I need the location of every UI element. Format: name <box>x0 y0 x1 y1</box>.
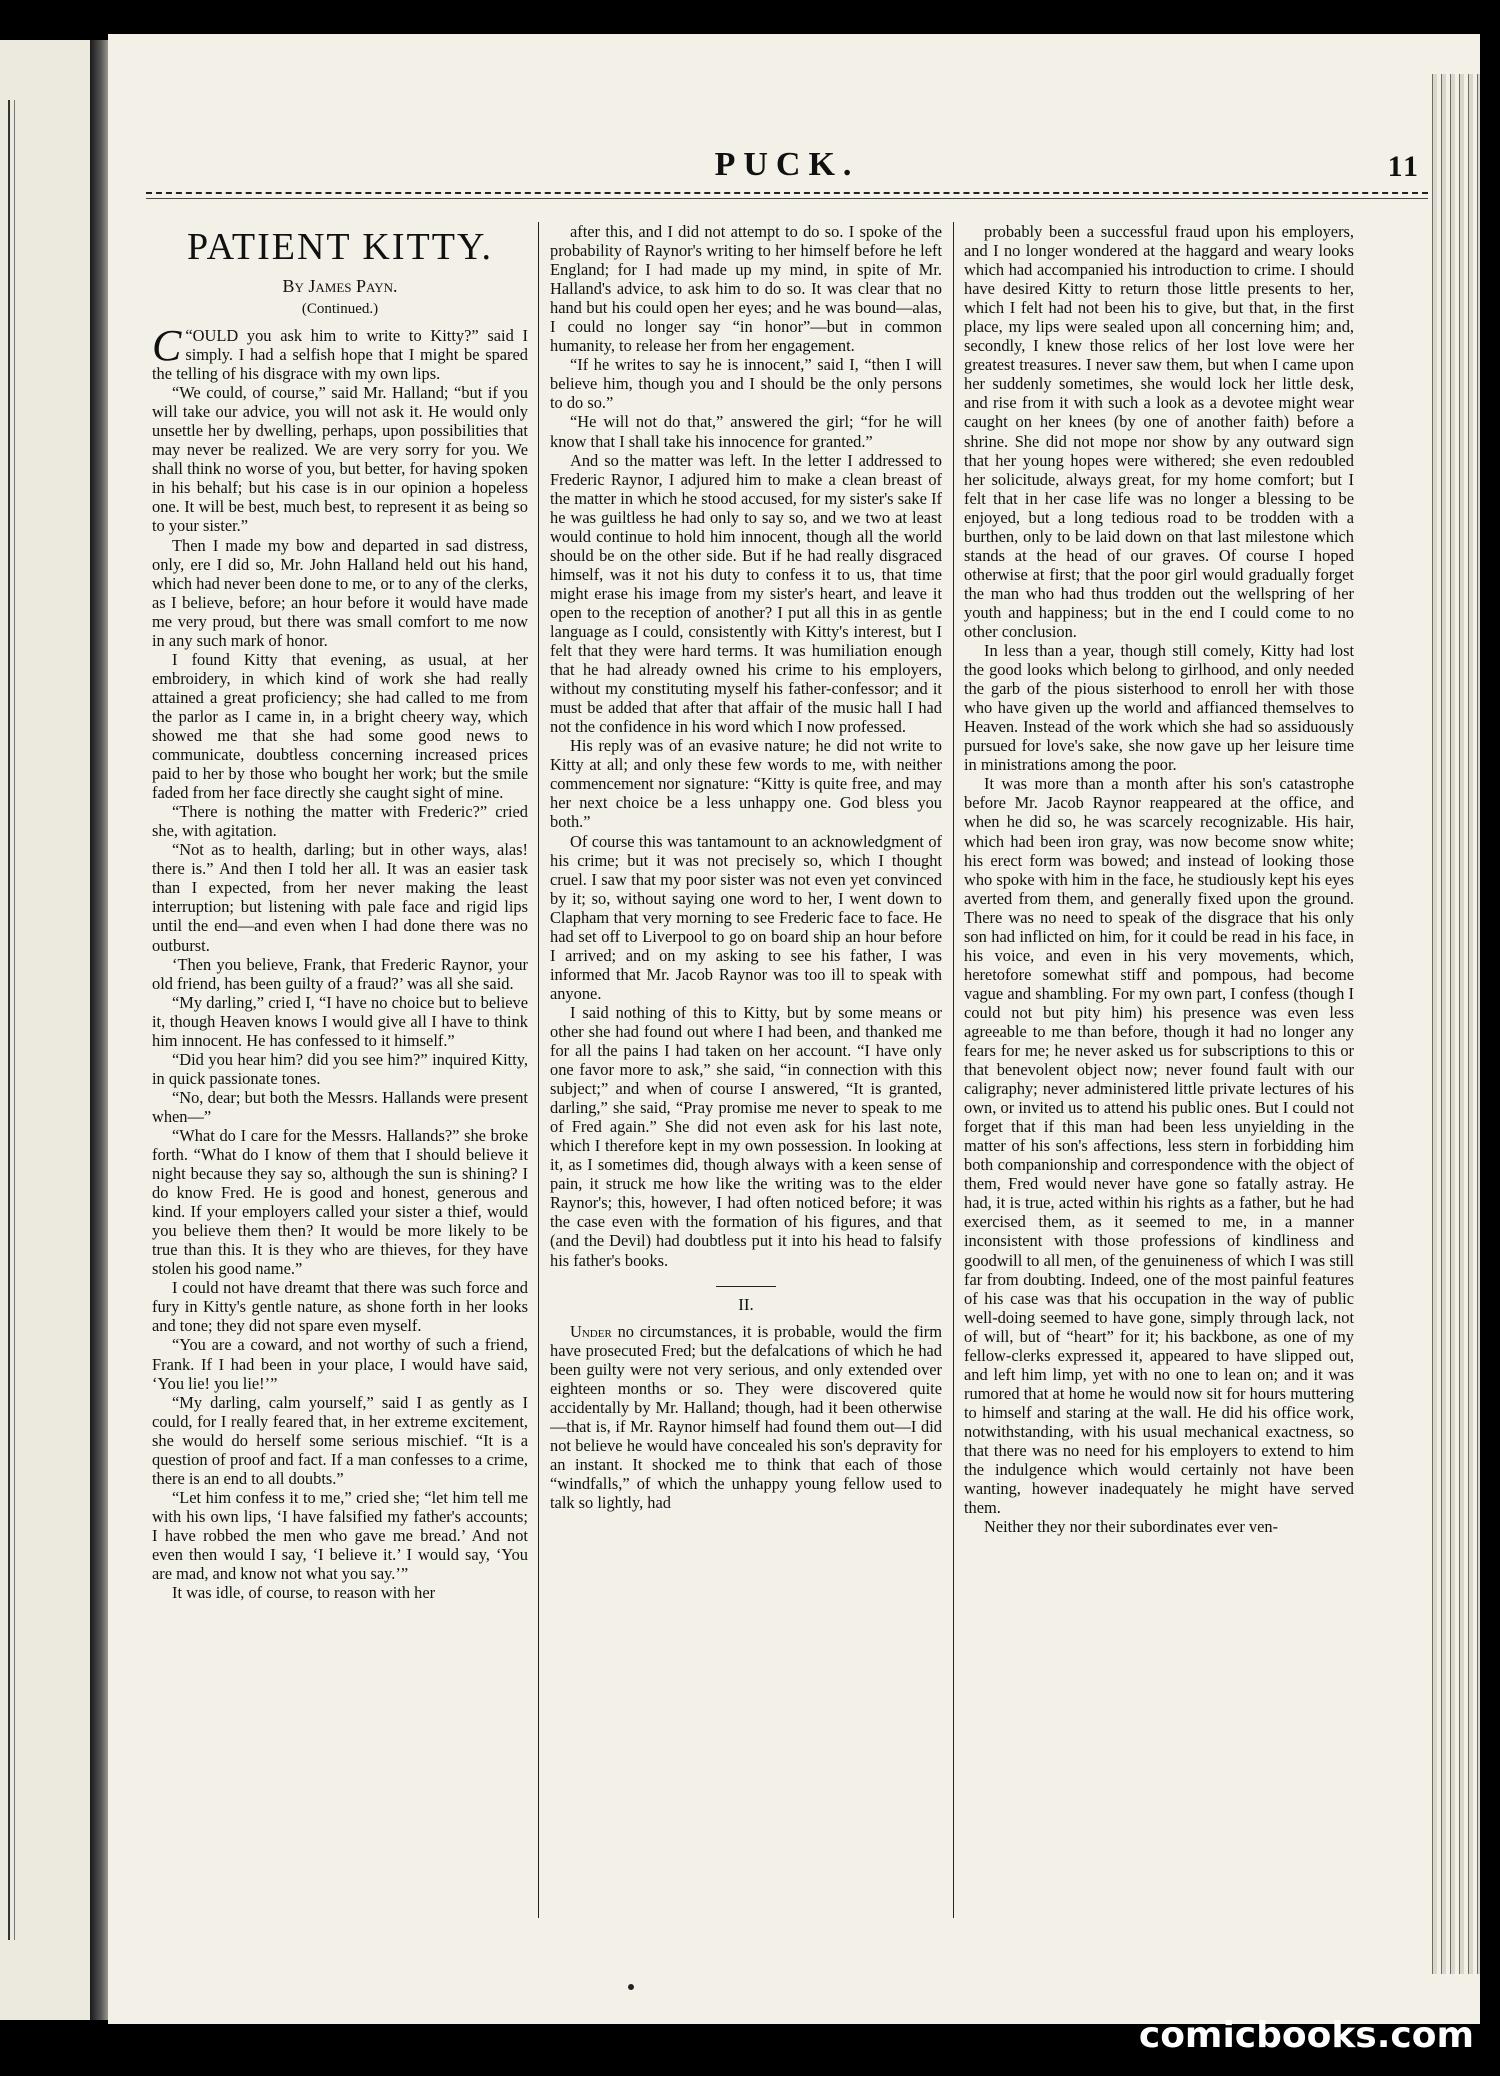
header-rule-thin <box>146 198 1428 199</box>
paragraph: In less than a year, though still comely, Kitty had lost the good looks which belong to girlhood, and only needed the garb of the pious sisterhood to enroll her with those who have given up the world and affianced themselves to Heaven. Instead of the work which she had so assiduously pursued for love's sake, she now gave up her leisure time in ministrations among the poor. <box>964 641 1354 775</box>
print-speck <box>628 1984 634 1990</box>
opening-quote: “ <box>185 326 193 345</box>
header-rule <box>146 192 1428 194</box>
article-byline: By James Payn. <box>282 276 398 296</box>
paragraph: “Let him confess it to me,” cried she; “let him tell me with his own lips, ‘I have falsified my father's accounts; I have robbed the men who gave me bread.’ And not even then would I say, ‘I believe it.’ I would say, ‘You are mad, and know not what you say.’” <box>152 1487 528 1584</box>
page-stack-edge <box>1428 74 1480 1974</box>
column-3 <box>964 222 1354 1922</box>
section-text: no circumstances, it is probable, would the firm have prosecuted Fred; but the defalcations of which he had been guilty were not very serious, and only extended over eighteen months or so. They were discovered quite accidentally by Mr. Halland; though, had it been otherwise—that is, if Mr. Raynor himself had found them out—I did not believe he would have concealed his son's depravity for an instant. It shocked me to think that each of those “windfalls,” of which the unhappy young fellow used to talk so lightly, had <box>550 1321 942 1513</box>
book-gutter <box>90 40 108 2020</box>
paragraph: “What do I care for the Messrs. Hallands?” she broke forth. “What do I know of them that I should believe it night because they say so, although the sun is shining? I do know Fred. He is good and honest, generous and kind. If your employers called your sister a thief, would you believe them then? It would be more likely to be true than this. It is they who are thieves, for they have stolen his good name.” <box>152 1125 528 1279</box>
paragraph: probably been a successful fraud upon his employers, and I no longer wondered at the haggard and weary looks which had accompanied his introduction to crime. I should have desired Kitty to return those little presents to her, which I felt had not been his to give, but that, in the first place, my lips were sealed upon all concerning him; and, secondly, I knew those relics of her lost love were her greatest treasures. I never saw them, but when I came upon her suddenly sometimes, she would lock her little desk, and rise from it with such a look as a devotee might wear caught on her knees (by one of another faith) before a shrine. She did not mope nor show by any outward sign that her young hopes were withered; she even redoubled her solicitude, always great, for my home comfort; but I felt that in her case life was no longer a blessing to be enjoyed, but a long tedious road to be trodden with a burthen, only to be laid down on that last milestone which stands at the head of our graves. Of course I hoped otherwise at first; that the poor girl would gradually forget the man who had thus trodden out the wellspring of her youth and happiness; but in the end I could come to no other conclusion. <box>964 222 1354 641</box>
paragraph: It was more than a month after his son's catastrophe before Mr. Jacob Raynor reappeared at the office, and when he did so, he was scarcely recognizable. His hair, which had been iron gray, was now become snow white; his erect form was bowed; and instead of looking those who spoke with him in the face, he studiously kept his eyes averted from them, and generally fixed upon the ground. There was no need to speak of the disgrace that his only son had inflicted on him, for it could be read in his face, in his voice, and even in his very movements, which, heretofore somewhat stiff and pompous, had become vague and shambling. For my own part, I confess (though I could not but pity him) his presence was even less agreeable to me than before, though it had no longer any fears for me; he never asked us for subscriptions to this or that benevolent object now; never found fault with our caligraphy; never administered little private lectures of his own, or invited us to attend his public ones. But I could not forget that if this man had been less unyielding in the matter of his son's affections, less stern in forbidding him both companionship and correspondence with the object of them, Fred would never have gone so fatally astray. He had, it is true, acted within his rights as a father, but he had exercised them, as it seemed to me, in a manner inconsistent with those professions of kindliness and goodwill to all men, of the genuineness of which I was still far from doubting. Indeed, one of the most painful features of his case was that his occupation in the way of public well-doing seemed to have gone, simply through lack, not of will, but of “heart” for it; his backbone, as one of my fellow-clerks expressed it, appeared to have slipped out, and left him limp, yet with no one to lean on; and it was rumored that at home he would now sit for hours muttering to himself and staring at the wall. He did his office work, notwithstanding, with his usual mechanical exactness, so that there was no need for his employers to extend to him the indulgence which would certainly not have been wanting, however inadequately he might have served them. <box>964 774 1354 1518</box>
paragraph: “You are a coward, and not worthy of such a friend, Frank. If I had been in your place, I would have said, ‘You lie! you lie!’” <box>152 1335 528 1393</box>
section-rule <box>716 1286 776 1287</box>
paragraph: “If he writes to say he is innocent,” said I, “then I will believe him, though you and I should be the only persons to do so.” <box>550 355 942 413</box>
column-2 <box>550 222 942 1922</box>
paragraph: “No, dear; but both the Messrs. Hallands were present when—” <box>152 1087 528 1126</box>
paragraph: “Not as to health, darling; but in other ways, alas! there is.” And then I told her all. It was an easier task than I expected, from her never making the least interruption; but listening with pale face and rigid lips until the end—and even when I had done there was no outburst. <box>152 840 528 955</box>
paragraph: “He will not do that,” answered the girl; “for he will know that I shall take his innocence for granted.” <box>550 412 942 451</box>
column-1 <box>152 222 528 1922</box>
opening-text: OULD you ask him to write to Kitty?” said I simply. I had a selfish hope that I might be spared the telling of his disgrace with my own lips. <box>152 326 528 384</box>
magazine-page <box>108 34 1480 2024</box>
page-header <box>146 146 1428 196</box>
column-divider <box>538 222 539 1918</box>
paragraph: “We could, of course,” said Mr. Halland; “but if you will take our advice, you will not ask it. He would only unsettle her by dwelling, perhaps, upon possibilities that may never be realized. We are very sorry for you. We shall think no worse of you, but better, for having spoken in his behalf; but his case is in our opinion a hopeless one. It will be best, much best, to represent it as being so to your sister.” <box>152 383 528 536</box>
paragraph: after this, and I did not attempt to do so. I spoke of the probability of Raynor's writing to her himself before he left England; for I had made up my mind, in spite of Mr. Halland's advice, to ask him to do so. It was clear that no hand but his could open her eyes; and he was bound—alas, I could no longer say “in honor”—but in common humanity, to release her from her engagement. <box>550 222 942 356</box>
section-paragraph <box>550 1322 942 1512</box>
section-first-word: Under <box>570 1321 612 1341</box>
adjacent-left-page <box>0 40 90 2020</box>
continued-note: (Continued.) <box>301 301 379 317</box>
paragraph: It was idle, of course, to reason with her <box>172 1583 436 1603</box>
masthead: PUCK. <box>714 146 860 183</box>
drop-cap: C <box>152 321 182 370</box>
paragraph: Then I made my bow and departed in sad distress, only, ere I did so, Mr. John Halland held out his hand, which had never been done to me, or to any of the clerks, as I believe, before; an hour before it would have made me very proud, but there was small comfort to me now in any such mark of honor. <box>152 535 528 650</box>
paragraph: I could not have dreamt that there was such force and fury in Kitty's gentle nature, as shone forth in her looks and tone; they did not spare even myself. <box>152 1278 528 1336</box>
column-2-body <box>550 222 942 1270</box>
section-number: II. <box>738 1294 754 1314</box>
paragraph: Of course this was tantamount to an acknowledgment of his crime; but it was not precisely so, which I thought cruel. I saw that my poor sister was not even yet convinced by it; so, without saying one word to her, I went down to Clapham that very morning to see Frederic face to face. He had set off to Liverpool to go on board ship an hour before I arrived; and on my asking to see his father, I was informed that Mr. Jacob Raynor was too ill to speak with anyone. <box>550 831 942 1003</box>
column-divider <box>953 222 954 1918</box>
paragraph: “My darling, calm yourself,” said I as gently as I could, for I really feared that, in her extreme excitement, she would do herself some serious mischief. “It is a question of proof and fact. If a man confesses to a crime, there is an end to all doubts.” <box>152 1392 528 1488</box>
paragraph: Neither they nor their subordinates ever ven- <box>984 1517 1279 1537</box>
paragraph: His reply was of an evasive nature; he did not write to Kitty at all; and only these few words to me, with neither commencement nor signature: “Kitty is quite free, and may her next choice be a less unhappy one. God bless you both.” <box>550 736 942 832</box>
watermark: comicbooks.com <box>1138 2015 1474 2056</box>
page-number: 11 <box>1387 150 1420 183</box>
column-3-body <box>964 222 1354 1536</box>
left-page-border <box>8 100 15 1940</box>
opening-paragraph <box>152 321 528 384</box>
article-title: PATIENT KITTY. <box>187 226 493 268</box>
paragraph: “My darling,” cried I, “I have no choice but to believe it, though Heaven knows I would give all I have to think him innocent. He has confessed to it himself.” <box>152 992 528 1050</box>
paragraph: “Did you hear him? did you see him?” inquired Kitty, in quick passionate tones. <box>152 1049 528 1088</box>
paragraph: And so the matter was left. In the letter I addressed to Frederic Raynor, I adjured him to make a clean breast of the matter in which he stood accused, for my sister's sake If he was guiltless he had only to say so, and we two at least would continue to hold him innocent, though all the world should be on the other side. But if he had really disgraced himself, was it not his duty to confess it to us, that time might erase his image from my sister's heart, and leave it open to the reception of another? I put all this in as gentle language as I could, consistently with Kitty's interest, but I felt that they were hard terms. It was humiliation enough that he had already owned his crime to his employers, without my constituting myself his father-confessor; and it must be added that after that affair of the music hall I had not the confidence in his word which I now professed. <box>550 450 942 737</box>
column-1-body <box>152 383 528 1602</box>
paragraph: ‘Then you believe, Frank, that Frederic Raynor, your old friend, has been guilty of a fraud?’ was all she said. <box>152 954 528 993</box>
paragraph: “There is nothing the matter with Frederic?” cried she, with agitation. <box>152 802 528 841</box>
paragraph: I said nothing of this to Kitty, but by some means or other she had found out where I had been, and thanked me for all the pains I had taken on her account. “I have only one favor more to ask,” she said, “in connection with this subject;” and when of course I answered, “It is granted, darling,” she said, “Pray promise me never to speak to me of Fred again.” She did not even ask for his last note, which I therefore kept in my own possession. In looking at it, as I sometimes did, though always with a keen sense of pain, it struck me how like the writing was to the elder Raynor's; this, however, I had often noticed before; it was the case even with the formation of his figures, and that (and the Devil) had doubtless put it into his head to falsify his father's books. <box>550 1002 942 1270</box>
paragraph: I found Kitty that evening, as usual, at her embroidery, in which kind of work she had really attained a great proficiency; she had called to me from the parlor as I came in, in a bright cheery way, which showed me that she had some good news to communicate, doubtless concerning increased prices paid to her by those who bought her work; but the smile faded from her face directly she caught sight of mine. <box>152 649 528 803</box>
